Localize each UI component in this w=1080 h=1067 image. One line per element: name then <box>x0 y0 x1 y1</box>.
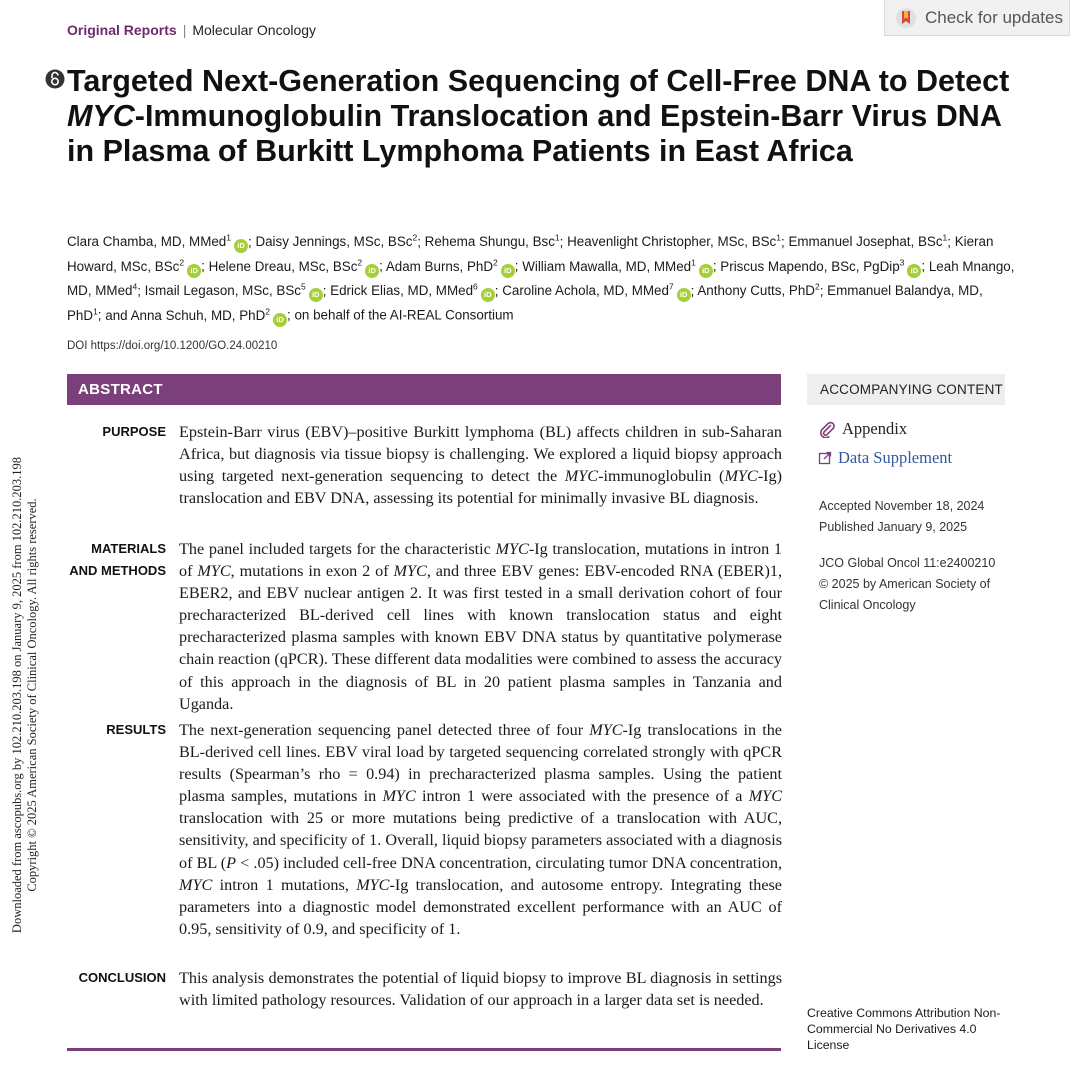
author-affiliation: 4 <box>132 281 138 292</box>
author-name[interactable]: Heavenlight Christopher, MSc, BSc <box>567 234 777 250</box>
author <box>145 283 323 298</box>
accompanying-content-heading: ACCOMPANYING CONTENT <box>820 382 1004 397</box>
author-name[interactable]: Emmanuel Balandya, MD, PhD <box>67 283 983 323</box>
appendix-link[interactable] <box>818 419 907 439</box>
check-updates-button[interactable] <box>884 0 1070 36</box>
author-affiliation: 1 <box>554 233 560 243</box>
text-segment: < .05) included cell-free DNA concentration, circulating tumor DNA concentration, <box>236 853 782 872</box>
author <box>567 234 781 249</box>
orcid-icon[interactable]: iD <box>907 264 921 278</box>
methods-label <box>56 538 166 582</box>
author-affiliation: 7 <box>668 281 674 292</box>
text-segment: Epstein-Barr virus (EBV)–positive Burkitt lymphoma (BL) affects children in sub-Saharan Africa, but diagnosis via tissue biopsy is challenging. We explored a liquid biopsy approach using targeted next-generation sequencing to detect the <box>179 423 782 486</box>
author <box>209 259 380 274</box>
orcid-icon[interactable]: iD <box>677 288 691 302</box>
section-link[interactable]: Original Reports <box>67 22 177 38</box>
author <box>788 234 947 249</box>
orcid-icon[interactable]: iD <box>273 313 287 327</box>
italic-term: MYC <box>179 875 213 894</box>
author-name[interactable]: Clara Chamba, MD, MMed <box>67 234 227 250</box>
license-text[interactable]: Creative Commons Attribution Non-Commercial No Derivatives 4.0 License <box>807 1006 1001 1052</box>
text-segment: -Ig translocation, mutations in intron 1 of <box>179 540 782 581</box>
author-name[interactable]: Edrick Elias, MD, MMed <box>330 283 474 299</box>
text-segment: translocation with 25 or more mutations being predictive of a translocation with AUC, sensitivity, and specificity of 1. Overall, liquid biopsy parameters associated with a diagnosis of BL ( <box>179 809 782 872</box>
methods-label-line1: MATERIALS <box>91 541 166 556</box>
italic-term: MYC <box>724 467 758 486</box>
italic-term: MYC <box>382 787 416 806</box>
abstract-heading: ABSTRACT <box>78 381 163 398</box>
data-supplement-label: Data Supplement <box>838 448 953 467</box>
author-affiliation: 3 <box>899 257 905 268</box>
author-affiliation: 2 <box>357 257 363 268</box>
author <box>502 283 690 298</box>
author <box>67 234 248 249</box>
download-note-line1: Downloaded from ascopubs.org by 102.210.203.198 on January 9, 2025 from 102.210.203.198 <box>10 456 24 934</box>
subsection-link[interactable]: Molecular Oncology <box>192 22 317 38</box>
author <box>330 283 495 298</box>
orcid-icon[interactable]: iD <box>365 264 379 278</box>
author-name[interactable]: and Anna Schuh, MD, PhD <box>105 307 266 323</box>
orcid-icon[interactable]: iD <box>309 288 323 302</box>
abstract-header-bar <box>67 374 781 405</box>
author-name[interactable]: Ismail Legason, MSc, BSc <box>144 283 301 299</box>
purpose-text <box>179 421 782 509</box>
author-affiliation: 2 <box>493 257 498 268</box>
italic-term: MYC <box>356 875 390 894</box>
author-name[interactable]: Helene Dreau, MSc, BSc <box>208 258 358 274</box>
author-affiliation: 1 <box>226 233 231 243</box>
results-label: RESULTS <box>106 722 166 737</box>
author-affiliation: 2 <box>814 281 820 292</box>
text-segment: intron 1 were associated with the presence of a <box>415 787 749 806</box>
dates <box>819 496 984 538</box>
italic-term: MYC <box>495 540 529 558</box>
italic-term: MYC <box>564 467 599 486</box>
text-segment: -Ig) translocation and EBV DNA, assessing its potential for minimally invasive BL diagnosis. <box>179 467 782 508</box>
text-segment: -Ig translocation, and autosome entropy. Integrating these parameters into a diagnostic model demonstrated excellent performance with an AUC of 0.95, sensitivity of 0.9, and specificity of 1. <box>179 875 782 938</box>
author-affiliation: 1 <box>942 233 948 243</box>
abstract-bottom-rule <box>67 1048 781 1051</box>
text-segment: -immunoglobulin ( <box>598 467 725 486</box>
orcid-icon[interactable]: iD <box>481 288 495 302</box>
external-link-icon <box>818 451 832 465</box>
author-name[interactable]: Caroline Achola, MD, MMed <box>502 283 669 299</box>
bookmark-icon <box>895 7 917 29</box>
journal-citation: JCO Global Oncol 11:e2400210 <box>819 556 996 570</box>
download-note-line2: Copyright © 2025 American Society of Clinical Oncology. All rights reserved. <box>25 498 39 892</box>
orcid-icon[interactable]: iD <box>234 239 248 253</box>
author-name[interactable]: William Mawalla, MD, MMed <box>522 258 692 274</box>
published-date: Published January 9, 2025 <box>819 520 968 534</box>
author-name[interactable]: Adam Burns, PhD <box>385 258 494 274</box>
title-part1: Targeted Next-Generation Sequencing of Cell-Free DNA to Detect <box>67 64 1010 98</box>
author-affiliation: 1 <box>93 306 98 317</box>
title-italic: MYC <box>67 99 135 133</box>
check-updates-label: Check for updates <box>925 7 1063 27</box>
text-segment: intron 1 mutations, <box>212 875 357 894</box>
conclusion-label: CONCLUSION <box>78 970 166 985</box>
author-name[interactable]: Priscus Mapendo, BSc, PgDip <box>720 258 900 274</box>
text-segment: This analysis demonstrates the potential of liquid biopsy to improve BL diagnosis in settings with limited pathology resources. Validation of our approach in a larger data set is needed. <box>179 969 782 1010</box>
download-note <box>0 415 50 975</box>
author-affiliation: 2 <box>179 257 185 268</box>
author-affiliation: 1 <box>776 233 781 243</box>
italic-term: MYC <box>748 787 782 806</box>
author-name[interactable]: Leah Mnango, MD, MMed <box>67 258 1015 299</box>
article-title <box>67 64 1027 169</box>
author-affiliation: 6 <box>473 281 478 292</box>
orcid-icon[interactable]: iD <box>501 264 515 278</box>
italic-term: MYC <box>589 721 623 739</box>
author <box>720 259 921 274</box>
methods-text <box>179 538 782 715</box>
author <box>386 259 515 274</box>
author-affiliation: 2 <box>412 233 418 243</box>
author-affiliation: 2 <box>265 306 271 317</box>
doi-link[interactable]: DOI https://doi.org/10.1200/GO.24.00210 <box>67 340 278 352</box>
author-name[interactable]: Emmanuel Josephat, BSc <box>788 234 943 250</box>
author-affiliation: 1 <box>691 257 696 268</box>
paperclip-icon <box>818 420 836 438</box>
header-separator: | <box>182 22 187 38</box>
citation-info <box>819 553 1004 616</box>
text-segment: The panel included targets for the characteristic <box>179 540 496 558</box>
orcid-icon[interactable]: iD <box>699 264 713 278</box>
accepted-date: Accepted November 18, 2024 <box>819 499 985 513</box>
author-name[interactable]: Anthony Cutts, PhD <box>697 283 815 299</box>
italic-term: MYC <box>393 562 427 581</box>
methods-label-line2: AND METHODS <box>69 563 166 578</box>
appendix-label: Appendix <box>842 419 908 438</box>
author-affiliation: 5 <box>300 281 306 292</box>
article-header <box>67 22 316 38</box>
text-segment: , and three EBV genes: EBV-encoded RNA (EBER)1, EBER2, and EBV nuclear antigen 2. It was first tested in a small derivation cohort of four precharacterized BL-derived cell lines with known translocation status and eight precharacterized plasma samples with known EBV DNA status by quantitative polymerase chain reaction (qPCR). These different data modalities were combined to assess the accuracy of this approach in the diagnosis of BL in 20 patient plasma samples in Tanzania and Uganda. <box>179 562 782 713</box>
author <box>105 308 287 323</box>
text-segment: , mutations in exon 2 of <box>230 562 394 581</box>
author-list: Clara Chamba, MD, MMed$^1$iD ; Daisy Jennings, MSc, BSc$^2$; Rehema Shungu, Bsc$^1$; Heavenlight Christopher, MSc, BSc$^1$; Emmanuel Josephat, BSc$^1$; Kieran Howard, MSc, BSc$^2$iD ; Helene Dreau, MSc, BSc$^2$iD ; Adam Burns, PhD$^2$iD ; William Mawalla, MD, MMed$^1$iD ; Priscus Mapendo, BSc, PgDip$^3$iD ; Leah Mnango, MD, MMed$^4$; Ismail Legason, MSc, BSc$^5$iD ; Edrick Elias, MD, MMed$^6$iD ; Caroline Achola, MD, MMed$^7$iD ; Anthony Cutts, PhD$^2$; Emmanuel Balandya, MD, PhD$^1$; and Anna Schuh, MD, PhD$^2$iD ; on behalf of the AI-REAL Consortium <box>67 229 1017 327</box>
results-text <box>179 719 782 940</box>
italic-term: P <box>226 853 237 872</box>
consortium-note: on behalf of the AI-REAL Consortium <box>294 307 514 323</box>
author-name[interactable]: Daisy Jennings, MSc, BSc <box>255 234 413 250</box>
author-name[interactable]: Rehema Shungu, Bsc <box>424 234 555 250</box>
italic-term: MYC <box>197 562 231 581</box>
author <box>255 234 417 249</box>
copyright-notice: © 2025 by American Society of Clinical Oncology <box>819 577 991 612</box>
text-segment: -Ig translocations in the BL-derived cell lines. EBV viral load by targeted sequencing correlated strongly with qPCR results (Spearman’s rho = 0.94) in precharacterized plasma samples. Using the patient plasma samples, mutations in <box>179 721 782 806</box>
purpose-label: PURPOSE <box>102 424 166 439</box>
author <box>425 234 560 249</box>
author <box>697 283 819 298</box>
open-access-icon <box>45 69 65 89</box>
text-segment: The next-generation sequencing panel detected three of four <box>179 721 590 739</box>
data-supplement-link[interactable] <box>818 448 952 468</box>
author-name[interactable]: Kieran Howard, MSc, BSc <box>67 234 994 274</box>
conclusion-text <box>179 967 782 1011</box>
orcid-icon[interactable]: iD <box>187 264 201 278</box>
author <box>522 259 713 274</box>
title-part2: -Immunoglobulin Translocation and Epstein-Barr Virus DNA in Plasma of Burkitt Lymphoma Patients in East Africa <box>67 99 1001 168</box>
